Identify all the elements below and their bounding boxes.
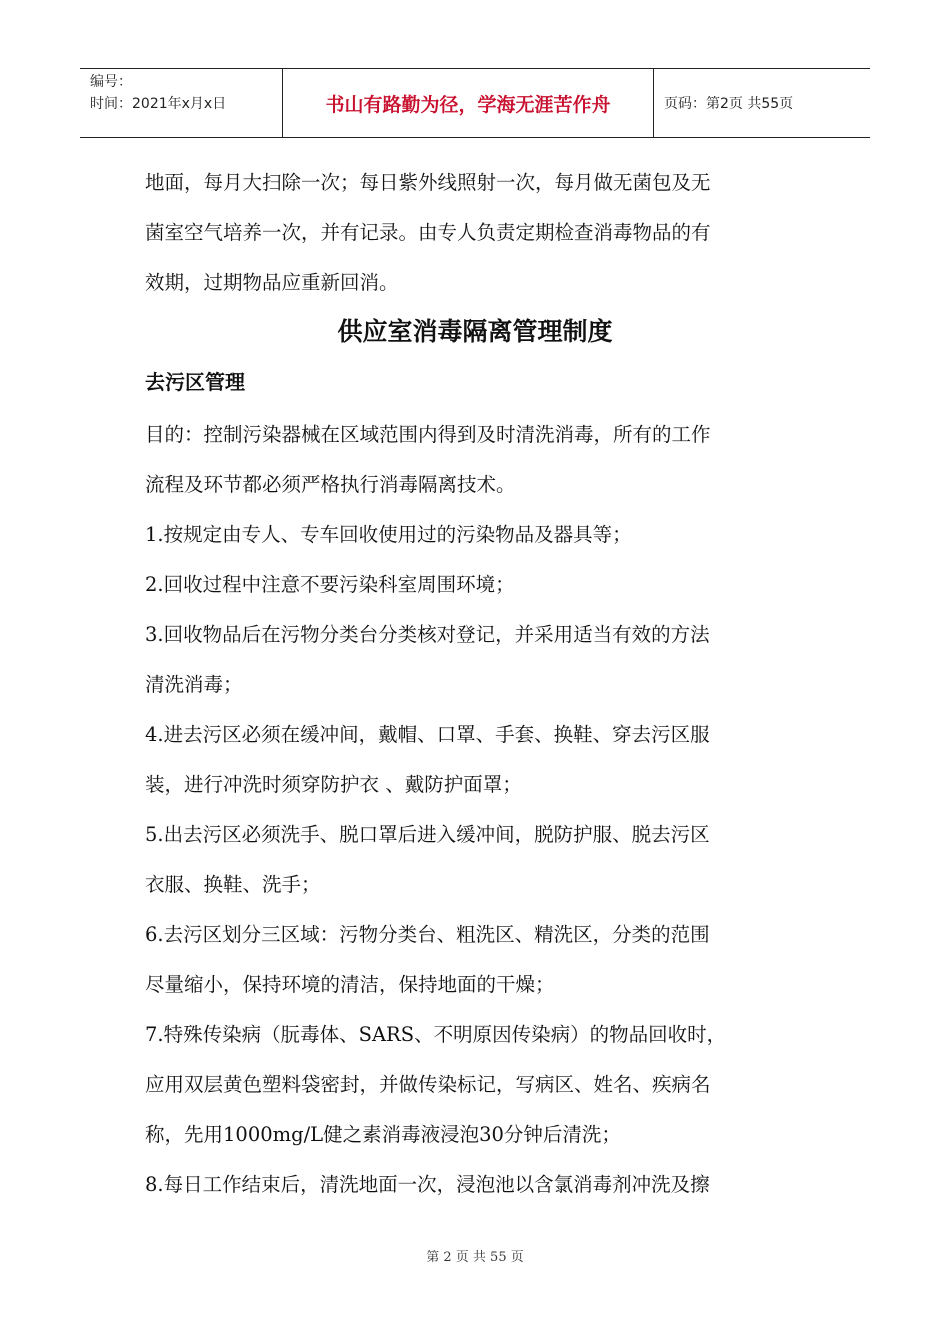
page-footer: 第 2 页 共 55 页: [426, 1250, 524, 1265]
text-line: 衣服、换鞋、洗手；: [145, 873, 321, 896]
intro-paragraph: [145, 158, 810, 308]
text-line: 5.出去污区必须洗手、脱口罩后进入缓冲间，脱防护服、脱去污区: [145, 823, 710, 846]
text-line: 目的：控制污染器械在区域范围内得到及时清洗消毒，所有的工作: [145, 423, 711, 446]
text-line: 称，先用1000mg/L健之素消毒液浸泡30分钟后清洗；: [145, 1123, 621, 1146]
text-line: 3.回收物品后在污物分类台分类核对登记，并采用适当有效的方法: [145, 623, 710, 646]
header-meta: [80, 69, 282, 137]
text-line: 流程及环节都必须严格执行消毒隔离技术。: [145, 473, 516, 496]
content-body: [145, 410, 810, 1210]
page-header: [80, 68, 870, 138]
text-line: 菌室空气培养一次，并有记录。由专人负责定期检查消毒物品的有: [145, 221, 711, 244]
document-title: 供应室消毒隔离管理制度: [337, 317, 613, 346]
header-page-info: 页码：第2页 共55页: [664, 96, 794, 112]
text-line: 效期，过期物品应重新回消。: [145, 271, 399, 294]
text-line: 1.按规定由专人、专车回收使用过的污染物品及器具等；: [145, 523, 632, 546]
section-heading: 去污区管理: [145, 370, 245, 394]
text-line: 4.进去污区必须在缓冲间，戴帽、口罩、手套、换鞋、穿去污区服: [145, 723, 710, 746]
text-line: 尽量缩小，保持环境的清洁，保持地面的干燥；: [145, 973, 555, 996]
text-line: 应用双层黄色塑料袋密封，并做传染标记，写病区、姓名、疾病名: [145, 1073, 711, 1096]
code-label: 编号：: [90, 74, 132, 90]
text-line: 地面，每月大扫除一次；每日紫外线照射一次，每月做无菌包及无: [145, 171, 711, 194]
text-line: 装，进行冲洗时须穿防护衣 、戴防护面罩；: [145, 773, 522, 796]
text-line: 7.特殊传染病（朊毒体、SARS、不明原因传染病）的物品回收时，: [145, 1023, 727, 1046]
text-line: 清洗消毒；: [145, 673, 243, 696]
text-line: 2.回收过程中注意不要污染科室周围环境；: [145, 573, 515, 596]
text-line: 6.去污区划分三区域：污物分类台、粗洗区、精洗区，分类的范围: [145, 923, 710, 946]
header-motto: 书山有路勤为径，学海无涯苦作舟: [282, 69, 654, 137]
time-label: 时间：2021年x月x日: [90, 96, 227, 112]
text-line: 8.每日工作结束后，清洗地面一次，浸泡池以含氯消毒剂冲洗及擦: [145, 1173, 710, 1196]
